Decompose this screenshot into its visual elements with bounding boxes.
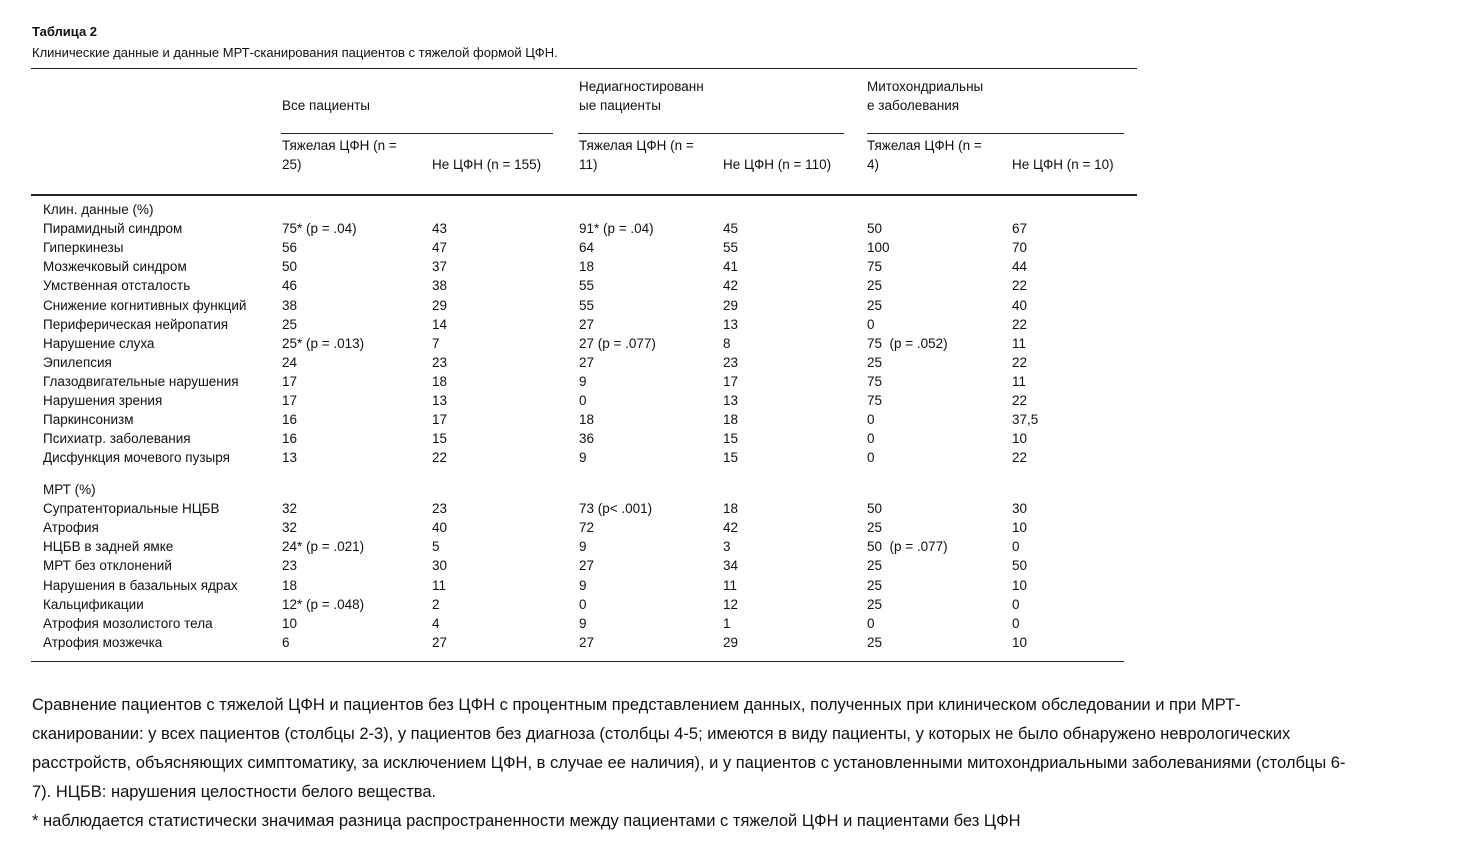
table-cell: 16 <box>282 431 298 447</box>
subheader-undiagnosed-severe <box>579 136 694 174</box>
table-cell: 5 <box>432 539 440 555</box>
table-cell: 30 <box>1012 501 1028 517</box>
table-cell: 17 <box>282 373 298 389</box>
table-cell: 8 <box>723 335 731 351</box>
table-cell: 25 <box>867 596 883 612</box>
table-cell: 36 <box>579 431 595 447</box>
footnote-line: Сравнение пациентов с тяжелой ЦФН и пациентов без ЦФН с процентным представлением данных, полученных при клиническом обследовании и при МРТ- <box>32 696 1241 714</box>
table-cell: 22 <box>1012 316 1028 332</box>
table-cell: 0 <box>579 596 587 612</box>
table-cell: 75 (p = .052) <box>867 335 948 351</box>
table-cell: 0 <box>867 316 875 332</box>
table-cell: 23 <box>432 354 448 370</box>
table-cell: 29 <box>723 297 739 313</box>
row-label: Умственная отсталость <box>43 278 191 294</box>
table-cell: 23 <box>432 501 448 517</box>
header-rule <box>31 194 1137 196</box>
table-cell: 11 <box>1012 373 1027 389</box>
table-cell: 41 <box>723 259 739 275</box>
row-label: Пирамидный синдром <box>43 221 183 237</box>
table-cell: 50 <box>867 221 883 237</box>
table-cell: 25* (p = .013) <box>282 335 365 351</box>
footnote-line: 7). НЦБВ: нарушения целостности белого вещества. <box>32 783 437 801</box>
table-cell: 25 <box>867 297 883 313</box>
table-cell: 18 <box>579 412 595 428</box>
table-cell: 11 <box>432 577 447 593</box>
table-cell: 100 <box>867 240 890 256</box>
table-cell: 4 <box>432 615 440 631</box>
table-cell: 50 <box>867 501 883 517</box>
table-cell: 47 <box>432 240 448 256</box>
table-cell: 24 <box>282 354 298 370</box>
table-cell: 15 <box>723 450 739 466</box>
table-cell: 10 <box>1012 520 1028 536</box>
row-label: Гиперкинезы <box>43 240 124 256</box>
table-cell: 55 <box>723 240 739 256</box>
group-header-all <box>282 77 370 115</box>
table-cell: 27 <box>579 558 595 574</box>
subheader-line1: Тяжелая ЦФН (n = <box>282 138 397 153</box>
row-label: Психиатр. заболевания <box>43 431 191 447</box>
table-cell: 37,5 <box>1012 412 1039 428</box>
section-heading: Клин. данные (%) <box>43 202 154 217</box>
table-cell: 37 <box>432 259 448 275</box>
table-cell: 75 <box>867 373 883 389</box>
table-cell: 73 (p< .001) <box>579 501 653 517</box>
table-cell: 18 <box>723 412 739 428</box>
table-cell: 40 <box>432 520 448 536</box>
table-cell: 0 <box>579 393 587 408</box>
subheader-line2: 25) <box>282 157 302 172</box>
table-cell: 25 <box>867 354 883 370</box>
row-label: НЦБВ в задней ямке <box>43 539 174 555</box>
table-cell: 0 <box>867 431 875 447</box>
row-label: МРТ без отклонений <box>43 558 172 574</box>
table-cell: 56 <box>282 240 298 256</box>
table-cell: 40 <box>1012 297 1028 313</box>
table-cell: 15 <box>723 431 739 447</box>
table-cell: 10 <box>282 615 298 631</box>
table-cell: 50 (p = .077) <box>867 539 948 555</box>
table-cell: 27 <box>579 316 595 332</box>
subheader-line1 <box>1012 136 1114 155</box>
subheader-all-non <box>432 136 541 174</box>
table-cell: 0 <box>1012 596 1020 612</box>
table-cell: 44 <box>1012 259 1028 275</box>
footnote-line: сканировании: у всех пациентов (столбцы 2-3), у пациентов без диагноза (столбцы 4-5; имеются в виду пациенты, у которых не было обнаружено неврологических <box>32 725 1291 743</box>
table-cell: 50 <box>1012 558 1028 574</box>
table-cell: 13 <box>432 393 448 408</box>
subheader-line2: Не ЦФН (n = 110) <box>723 157 832 172</box>
group-header-undiagnosed <box>579 77 704 115</box>
table-title: Таблица 2 <box>32 24 98 39</box>
subheader-line2: 11) <box>579 157 598 172</box>
table-cell: 29 <box>723 634 739 650</box>
table-cell: 17 <box>723 373 739 389</box>
table-cell: 23 <box>723 354 739 370</box>
bottom-rule <box>31 661 1124 662</box>
table-cell: 25 <box>867 577 883 593</box>
table-cell: 42 <box>723 278 739 294</box>
table-cell: 46 <box>282 278 298 294</box>
row-label: Паркинсонизм <box>43 412 134 428</box>
section-heading: МРТ (%) <box>43 482 96 497</box>
row-label: Атрофия мозжечка <box>43 634 163 650</box>
group-rule-undiagnosed <box>578 133 844 134</box>
group-header-line2: ые пациенты <box>579 98 661 113</box>
table-cell: 75 <box>867 259 883 275</box>
subheader-all-severe <box>282 136 397 174</box>
subheader-line2: 4) <box>867 157 880 172</box>
table-cell: 38 <box>432 278 448 294</box>
subheader-line2: Не ЦФН (n = 155) <box>432 157 542 172</box>
table-cell: 17 <box>282 393 298 408</box>
table-cell: 12 <box>723 596 739 612</box>
group-header-mito <box>867 77 983 115</box>
row-label: Глазодвигательные нарушения <box>43 373 239 389</box>
table-cell: 50 <box>282 259 298 275</box>
table-cell: 25 <box>867 520 883 536</box>
table-cell: 27 <box>579 634 595 650</box>
table-cell: 67 <box>1012 221 1028 237</box>
row-label: Нарушения зрения <box>43 393 163 408</box>
table-cell: 75* (p = .04) <box>282 221 357 237</box>
table-cell: 32 <box>282 501 298 517</box>
table-cell: 30 <box>432 558 448 574</box>
table-cell: 0 <box>1012 539 1020 555</box>
table-cell: 42 <box>723 520 739 536</box>
table-cell: 11 <box>1012 335 1027 351</box>
table-cell: 25 <box>867 278 883 294</box>
table-cell: 22 <box>1012 450 1028 466</box>
row-label: Нарушения в базальных ядрах <box>43 577 238 593</box>
table-cell: 17 <box>432 412 448 428</box>
table-caption: Клинические данные и данные МРТ-сканирования пациентов с тяжелой формой ЦФН. <box>32 45 558 60</box>
table-cell: 18 <box>432 373 448 389</box>
row-label: Атрофия мозолистого тела <box>43 615 213 631</box>
table-cell: 10 <box>1012 577 1028 593</box>
group-rule-all <box>281 133 553 134</box>
table-cell: 43 <box>432 221 448 237</box>
table-cell: 9 <box>579 615 587 631</box>
table-cell: 25 <box>282 316 298 332</box>
group-header-line1: Недиагностированн <box>579 79 704 94</box>
table-cell: 29 <box>432 297 448 313</box>
table-cell: 18 <box>579 259 595 275</box>
table-cell: 7 <box>432 335 440 351</box>
table-cell: 25 <box>867 634 883 650</box>
subheader-line2: Не ЦФН (n = 10) <box>1012 157 1114 172</box>
row-label: Атрофия <box>43 520 99 536</box>
table-cell: 22 <box>1012 354 1028 370</box>
table-cell: 55 <box>579 297 595 313</box>
table-cell: 55 <box>579 278 595 294</box>
table-cell: 15 <box>432 431 448 447</box>
group-header-line1 <box>282 77 370 96</box>
table-cell: 13 <box>282 450 298 466</box>
group-header-line2: е заболевания <box>867 98 960 113</box>
table-cell: 13 <box>723 316 739 332</box>
subheader-line1: Тяжелая ЦФН (n = <box>867 138 982 153</box>
table-cell: 3 <box>723 539 731 555</box>
row-label: Супратенториальные НЦБВ <box>43 501 220 517</box>
table-cell: 22 <box>432 450 448 466</box>
table-cell: 9 <box>579 539 587 555</box>
top-rule <box>31 68 1137 69</box>
group-header-line2: Все пациенты <box>282 98 370 113</box>
table-cell: 64 <box>579 240 595 256</box>
table-cell: 0 <box>867 412 875 428</box>
row-label: Периферическая нейропатия <box>43 316 229 332</box>
table-cell: 18 <box>282 577 298 593</box>
table-cell: 38 <box>282 297 298 313</box>
table-cell: 10 <box>1012 431 1028 447</box>
row-label: Дисфункция мочевого пузыря <box>43 450 230 466</box>
table-cell: 27 (p = .077) <box>579 335 656 351</box>
table-cell: 27 <box>579 354 595 370</box>
subheader-line1 <box>432 136 541 155</box>
footnote <box>32 691 1345 836</box>
table-cell: 0 <box>867 450 875 466</box>
subheader-line1 <box>723 136 831 155</box>
table-cell: 45 <box>723 221 739 237</box>
table-cell: 10 <box>1012 634 1028 650</box>
table-cell: 1 <box>723 615 731 631</box>
table-cell: 22 <box>1012 393 1028 408</box>
subheader-mito-severe <box>867 136 982 174</box>
table-cell: 22 <box>1012 278 1028 294</box>
table-cell: 9 <box>579 577 587 593</box>
table-cell: 13 <box>723 393 739 408</box>
row-label: Эпилепсия <box>43 354 112 370</box>
table-cell: 91* (p = .04) <box>579 221 654 237</box>
table-cell: 11 <box>723 577 738 593</box>
table-cell: 32 <box>282 520 298 536</box>
table-cell: 6 <box>282 634 290 650</box>
table-cell: 2 <box>432 596 440 612</box>
table-cell: 23 <box>282 558 298 574</box>
row-label: Нарушение слуха <box>43 335 155 351</box>
table-cell: 16 <box>282 412 298 428</box>
subheader-line1: Тяжелая ЦФН (n = <box>579 138 694 153</box>
table-cell: 24* (p = .021) <box>282 539 365 555</box>
table-cell: 9 <box>579 450 587 466</box>
group-rule-mito <box>867 133 1124 134</box>
table-cell: 70 <box>1012 240 1028 256</box>
table-cell: 9 <box>579 373 587 389</box>
table-cell: 75 <box>867 393 883 408</box>
table-cell: 0 <box>1012 615 1020 631</box>
footnote-line: расстройств, объясняющих симптоматику, за исключением ЦФН, в случае ее наличия), и у пациентов с установленными митохондриальными заболеваниями (столбцы 6- <box>32 754 1346 772</box>
table-cell: 14 <box>432 316 448 332</box>
subheader-undiagnosed-non <box>723 136 831 174</box>
row-label: Кальцификации <box>43 596 144 612</box>
table-cell: 0 <box>867 615 875 631</box>
group-header-line1: Митохондриальны <box>867 79 984 94</box>
table-cell: 18 <box>723 501 739 517</box>
table-cell: 25 <box>867 558 883 574</box>
subheader-mito-non <box>1012 136 1114 174</box>
table-cell: 34 <box>723 558 739 574</box>
table-cell: 12* (p = .048) <box>282 596 365 612</box>
row-label: Снижение когнитивных функций <box>43 297 247 313</box>
table-cell: 72 <box>579 520 595 536</box>
significance-note: * наблюдается статистически значимая разница распространенности между пациентами с тяжелой ЦФН и пациентами без ЦФН <box>32 812 1021 830</box>
table-cell: 27 <box>432 634 448 650</box>
row-label: Мозжечковый синдром <box>43 259 187 275</box>
